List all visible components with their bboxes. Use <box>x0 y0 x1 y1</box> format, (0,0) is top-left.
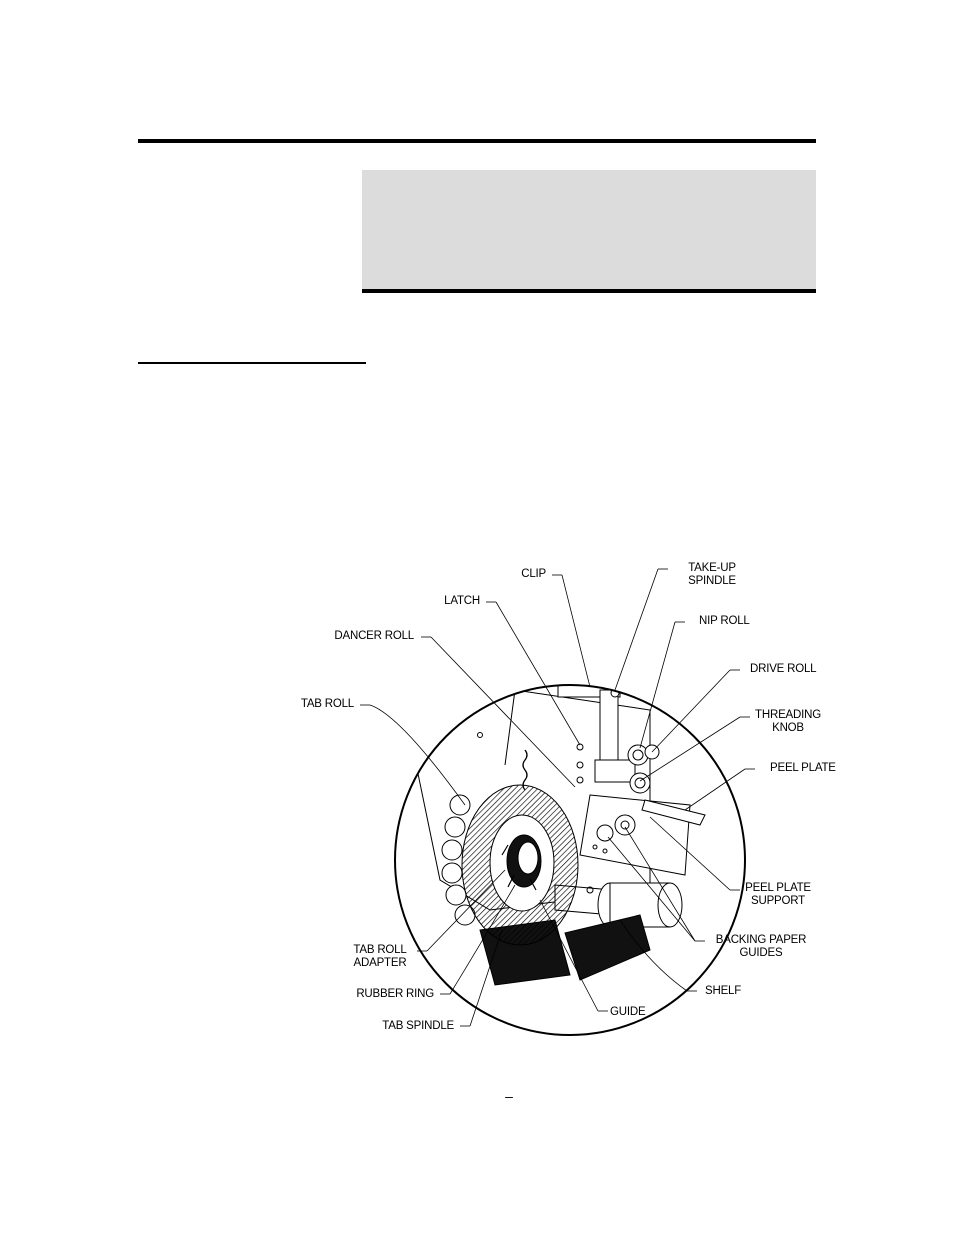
applicator-diagram <box>290 555 850 1045</box>
label-threading-knob: THREADING KNOB <box>755 709 821 734</box>
label-nip-roll: NIP ROLL <box>699 615 750 627</box>
label-dancer-roll: DANCER ROLL <box>334 630 414 642</box>
label-latch: LATCH <box>444 595 480 607</box>
note-box-rule <box>362 289 816 293</box>
label-clip: CLIP <box>521 568 546 580</box>
label-shelf: SHELF <box>705 985 742 997</box>
label-rubber-ring: RUBBER RING <box>356 988 434 1000</box>
label-guide: GUIDE <box>610 1006 646 1018</box>
label-drive-roll: DRIVE ROLL <box>750 663 817 675</box>
label-tab-roll-adapter: TAB ROLL ADAPTER <box>353 944 407 969</box>
label-peel-plate: PEEL PLATE <box>770 762 836 774</box>
label-tab-spindle: TAB SPINDLE <box>382 1020 454 1032</box>
section-heading-rule <box>138 362 366 364</box>
note-box <box>362 170 816 290</box>
header-rule <box>138 139 816 143</box>
label-backing-paper-guides: BACKING PAPER GUIDES <box>715 934 807 959</box>
page-number: – <box>505 1088 513 1104</box>
label-tab-roll: TAB ROLL <box>300 698 354 710</box>
label-take-up-spindle: TAKE-UP SPINDLE <box>688 562 736 587</box>
label-peel-plate-support: PEEL PLATE SUPPORT <box>745 882 811 907</box>
applicator-illustration <box>290 555 850 1045</box>
